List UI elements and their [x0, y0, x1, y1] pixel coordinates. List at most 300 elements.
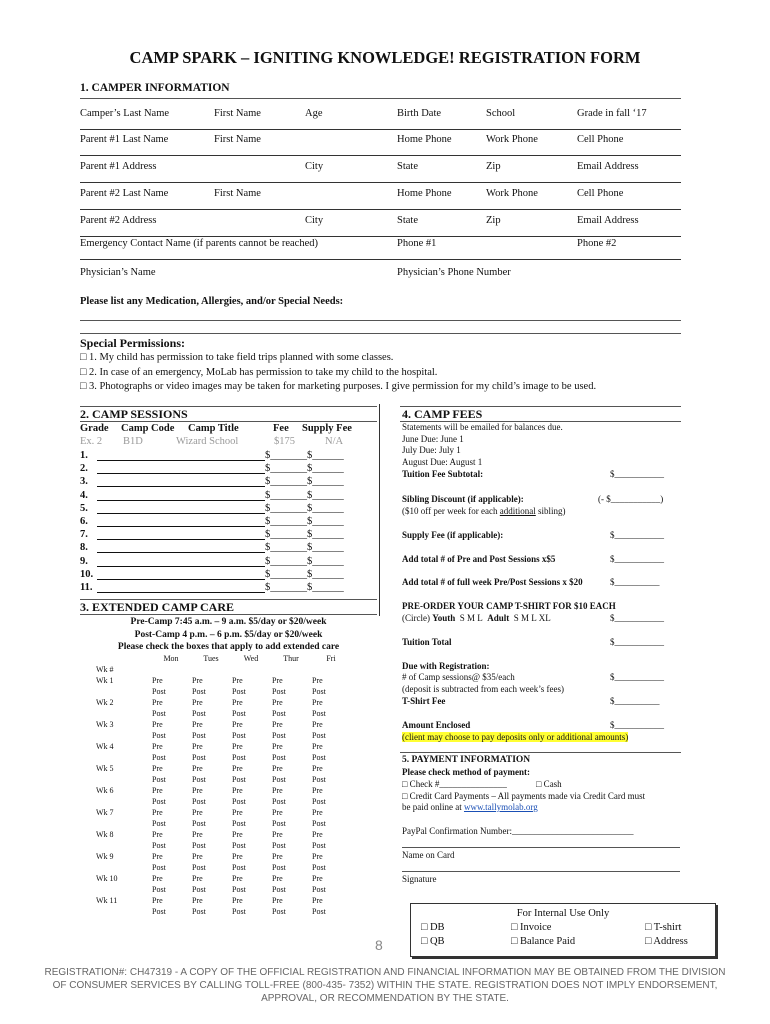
post-checkbox-cell[interactable]: Post [272, 687, 286, 696]
amount-field[interactable]: $___________ [610, 720, 664, 730]
cash-option[interactable]: □ Cash [536, 779, 562, 789]
pre-checkbox-cell[interactable]: Pre [152, 764, 163, 773]
example-supply: N/A [325, 436, 344, 447]
pre-checkbox-cell[interactable]: Pre [152, 698, 163, 707]
post-checkbox-cell[interactable]: Post [272, 863, 286, 872]
pre-checkbox-cell[interactable]: Pre [312, 852, 323, 861]
august-due: August Due: August 1 [402, 456, 483, 467]
post-checkbox-cell[interactable]: Post [232, 907, 246, 916]
field-label: Home Phone [397, 188, 452, 199]
session-blank-line[interactable] [97, 552, 265, 553]
post-checkbox-cell[interactable]: Post [272, 841, 286, 850]
pre-checkbox-cell[interactable]: Pre [152, 830, 163, 839]
pre-checkbox-cell[interactable]: Pre [192, 874, 203, 883]
youth-label: Youth [432, 613, 456, 623]
post-checkbox-cell[interactable]: Post [312, 775, 326, 784]
extended-care-table [90, 653, 350, 917]
session-blank-line[interactable] [97, 473, 265, 474]
adult-label: Adult [487, 613, 510, 623]
post-checkbox-cell[interactable]: Post [152, 863, 166, 872]
pre-checkbox-cell[interactable]: Pre [312, 698, 323, 707]
pre-checkbox-cell[interactable]: Pre [192, 676, 203, 685]
internal-db[interactable]: □ DB [421, 922, 445, 933]
paypal-line[interactable] [402, 847, 680, 848]
session-fee-fields[interactable]: $_______$______ [265, 582, 344, 593]
post-checkbox-cell[interactable]: Post [232, 775, 246, 784]
pre-checkbox-cell[interactable]: Pre [232, 786, 243, 795]
table-row [90, 840, 350, 851]
prepost-field[interactable]: $___________ [610, 554, 664, 564]
emergency-row[interactable] [80, 234, 681, 260]
session-fee-fields[interactable]: $_______$______ [265, 555, 344, 567]
session-row[interactable] [80, 582, 360, 595]
field-label: Home Phone [397, 134, 452, 145]
internal-qb[interactable]: □ QB [421, 936, 445, 947]
camper-info-row[interactable] [80, 184, 681, 210]
pre-checkbox-cell[interactable]: Pre [192, 852, 203, 861]
post-checkbox-cell[interactable]: Post [272, 709, 286, 718]
table-row [90, 664, 350, 675]
example-grade: Ex. 2 [80, 436, 103, 447]
col-code: Camp Code [121, 423, 175, 434]
sibling-label: Sibling Discount (if applicable): [402, 494, 524, 504]
field-label: City [305, 161, 324, 172]
post-checkbox-cell[interactable]: Post [312, 819, 326, 828]
field-label: First Name [214, 188, 261, 199]
tshirt-heading: PRE-ORDER YOUR CAMP T-SHIRT FOR $10 EACH [402, 601, 616, 611]
post-checkbox-cell[interactable]: Post [272, 907, 286, 916]
field-label: Email Address [577, 161, 639, 172]
table-header-row [90, 653, 350, 664]
post-checkbox-cell[interactable]: Post [152, 819, 166, 828]
col-title: Camp Title [188, 423, 239, 434]
session-number: 10. [80, 568, 94, 580]
credit-option[interactable]: □ Credit Card Payments – All payments made via Credit Card must [402, 791, 646, 801]
empty-cell [150, 664, 190, 675]
session-fee-fields[interactable]: $_______$______ [265, 450, 344, 461]
post-checkbox-cell[interactable]: Post [152, 797, 166, 806]
tshirt-fee-field[interactable]: $__________ [610, 696, 660, 706]
session-blank-line[interactable] [97, 513, 265, 514]
session-fee-fields[interactable]: $_______$______ [265, 529, 344, 541]
camper-info-row[interactable] [80, 157, 681, 183]
post-checkbox-cell[interactable]: Post [192, 819, 206, 828]
name-on-card-line[interactable] [402, 871, 680, 872]
post-checkbox-cell[interactable]: Post [152, 731, 166, 740]
field-label: State [397, 161, 418, 172]
pre-checkbox-cell[interactable]: Pre [152, 720, 163, 729]
payment-top-line [400, 752, 681, 753]
session-number: 4. [80, 489, 88, 501]
pre-checkbox-cell[interactable]: Pre [272, 808, 283, 817]
post-checkbox-cell[interactable]: Post [232, 885, 246, 894]
permissions-list [80, 351, 596, 395]
fullweek-label: Add total # of full week Pre/Post Sessions x $20 [402, 577, 583, 587]
internal-title: For Internal Use Only [516, 908, 610, 919]
field-label: Parent #1 Last Name [80, 134, 169, 145]
pre-checkbox-cell[interactable]: Pre [152, 676, 163, 685]
pre-checkbox-cell[interactable]: Pre [312, 896, 323, 905]
session-number: 9. [80, 555, 88, 567]
medication-line-1[interactable] [80, 320, 681, 321]
form-title: CAMP SPARK – IGNITING KNOWLEDGE! REGISTRATION FORM [129, 48, 641, 67]
post-checkbox-cell[interactable]: Post [312, 731, 326, 740]
extended-heading: 3. EXTENDED CAMP CARE [80, 600, 235, 614]
field-label: School [486, 108, 516, 119]
permission-item-3[interactable]: □ 3. Photographs or video images may be taken for marketing purposes. I give permission for my child’s image to be used. [80, 381, 597, 392]
pre-checkbox-cell[interactable]: Pre [272, 786, 283, 795]
week-spacer [90, 884, 150, 895]
pre-checkbox-cell[interactable]: Pre [152, 896, 163, 905]
post-checkbox-cell[interactable]: Post [152, 907, 166, 916]
pre-checkbox-cell[interactable]: Pre [312, 720, 323, 729]
due-label: Due with Registration: [402, 661, 490, 671]
field-label: Work Phone [486, 134, 538, 145]
field-label: Zip [486, 161, 501, 172]
field-label: Age [305, 108, 323, 119]
tuition-subtotal-field[interactable]: $___________ [610, 469, 664, 479]
post-checkbox-cell[interactable]: Post [312, 797, 326, 806]
sessions-heading: 2. CAMP SESSIONS [80, 407, 188, 421]
table-row [90, 873, 350, 884]
week-label: Wk 11 [96, 896, 118, 905]
fees-block [402, 422, 682, 468]
tuition-total-field[interactable]: $___________ [610, 637, 664, 647]
payment-link[interactable]: www.tallymolab.org [463, 802, 538, 812]
post-checkbox-cell[interactable]: Post [272, 885, 286, 894]
table-row [90, 730, 350, 741]
field-label: Zip [486, 215, 501, 226]
session-blank-line[interactable] [97, 486, 265, 487]
session-blank-line[interactable] [97, 500, 265, 501]
internal-address[interactable]: □ Address [645, 936, 688, 947]
fullweek-field[interactable]: $__________ [610, 577, 660, 587]
post-checkbox-cell[interactable]: Post [192, 863, 206, 872]
post-checkbox-cell[interactable]: Post [152, 709, 166, 718]
tshirt-sizes [402, 613, 551, 623]
sibling-note [402, 506, 566, 516]
sibling-note-a: ($10 off per week for each [402, 506, 500, 516]
pre-checkbox-cell[interactable]: Pre [312, 830, 323, 839]
permissions-heading: Special Permissions: [80, 336, 185, 350]
table-row [90, 752, 350, 763]
post-checkbox-cell[interactable]: Post [192, 687, 206, 696]
session-number: 8. [80, 542, 88, 554]
pre-checkbox-cell[interactable]: Pre [152, 786, 163, 795]
post-checkbox-cell[interactable]: Post [232, 863, 246, 872]
session-fee-fields[interactable]: $_______$______ [265, 489, 344, 501]
post-checkbox-cell[interactable]: Post [312, 863, 326, 872]
post-checkbox-cell[interactable]: Post [232, 753, 246, 762]
post-checkbox-cell[interactable]: Post [192, 775, 206, 784]
pre-checkbox-cell[interactable]: Pre [232, 720, 243, 729]
deposit-note: (deposit is subtracted from each week’s fees) [402, 684, 564, 694]
tshirt-fee-label: T-Shirt Fee [402, 696, 446, 706]
session-fee-fields[interactable]: $_______$______ [265, 463, 344, 475]
session-row[interactable] [80, 529, 360, 542]
pre-checkbox-cell[interactable]: Pre [192, 720, 203, 729]
pre-checkbox-cell[interactable]: Pre [152, 742, 163, 751]
tshirt-order-field[interactable]: $___________ [610, 613, 664, 623]
post-checkbox-cell[interactable]: Post [192, 841, 206, 850]
day-header: Mon [163, 654, 179, 663]
pre-checkbox-cell[interactable]: Pre [152, 852, 163, 861]
week-spacer [90, 774, 150, 785]
session-number: 2. [80, 463, 88, 475]
post-checkbox-cell[interactable]: Post [192, 907, 206, 916]
payment-heading: 5. PAYMENT INFORMATION [402, 755, 531, 765]
col-fee: Fee [273, 423, 289, 434]
post-checkbox-cell[interactable]: Post [152, 687, 166, 696]
july-due: July Due: July 1 [402, 445, 461, 455]
session-row[interactable] [80, 556, 360, 569]
table-row [90, 686, 350, 697]
session-row[interactable] [80, 542, 360, 555]
session-row[interactable] [80, 450, 360, 463]
table-row [90, 818, 350, 829]
empty-cell [230, 664, 270, 675]
post-checkbox-cell[interactable]: Post [192, 885, 206, 894]
table-row [90, 675, 350, 686]
post-checkbox-cell[interactable]: Post [312, 885, 326, 894]
internal-tshirt[interactable]: □ T-shirt [645, 922, 682, 933]
pre-checkbox-cell[interactable]: Pre [232, 808, 243, 817]
col-grade: Grade [80, 423, 109, 434]
week-spacer [90, 708, 150, 719]
table-row [90, 719, 350, 730]
week-label: Wk 2 [96, 698, 114, 707]
post-checkbox-cell[interactable]: Post [152, 775, 166, 784]
session-row[interactable] [80, 476, 360, 489]
post-camp-info: Post-Camp 4 p.m. – 6 p.m. $5/day or $20/week [134, 629, 323, 640]
post-checkbox-cell[interactable]: Post [312, 709, 326, 718]
pre-checkbox-cell[interactable]: Pre [272, 676, 283, 685]
pre-checkbox-cell[interactable]: Pre [192, 742, 203, 751]
internal-invoice[interactable]: □ Invoice [511, 922, 552, 933]
sibling-note-c: sibling) [535, 506, 566, 516]
internal-balance[interactable]: □ Balance Paid [511, 936, 576, 947]
tuition-subtotal-label: Tuition Fee Subtotal: [402, 469, 484, 479]
post-checkbox-cell[interactable]: Post [232, 819, 246, 828]
online-note [402, 802, 538, 812]
empty-cell [270, 664, 310, 675]
post-checkbox-cell[interactable]: Post [232, 687, 246, 696]
physician-phone-label: Physician’s Phone Number [397, 267, 511, 278]
session-blank-line[interactable] [97, 579, 265, 580]
amount-label: Amount Enclosed [402, 720, 471, 730]
pre-checkbox-cell[interactable]: Pre [312, 676, 323, 685]
post-checkbox-cell[interactable]: Post [192, 797, 206, 806]
paypal-field[interactable]: PayPal Confirmation Number:___________________________ [402, 826, 634, 836]
pre-checkbox-cell[interactable]: Pre [232, 676, 243, 685]
session-fee-fields[interactable]: $_______$______ [265, 568, 344, 580]
medication-line-2[interactable] [80, 333, 681, 334]
post-checkbox-cell[interactable]: Post [152, 841, 166, 850]
pre-camp-info: Pre-Camp 7:45 a.m. – 9 a.m. $5/day or $20/week [130, 617, 327, 627]
post-checkbox-cell[interactable]: Post [312, 907, 326, 916]
permission-item-2[interactable]: □ 2. In case of an emergency, MoLab has permission to take my child to the hospital. [80, 366, 438, 378]
pre-checkbox-cell[interactable]: Pre [312, 742, 323, 751]
week-label: Wk 1 [96, 676, 114, 685]
pre-checkbox-cell[interactable]: Pre [272, 742, 283, 751]
post-checkbox-cell[interactable]: Post [232, 709, 246, 718]
statements-note: Statements will be emailed for balances due. [402, 422, 563, 432]
table-row [90, 906, 350, 917]
post-checkbox-cell[interactable]: Post [232, 797, 246, 806]
pre-checkbox-cell[interactable]: Pre [192, 786, 203, 795]
session-row[interactable] [80, 503, 360, 516]
permission-item-1[interactable]: □ 1. My child has permission to take field trips planned with some classes. [80, 352, 394, 363]
session-fee-fields[interactable]: $_______$______ [265, 502, 344, 514]
field-label: Cell Phone [577, 188, 624, 199]
sibling-field[interactable]: (- $___________) [598, 494, 664, 504]
day-header: Thur [283, 654, 299, 663]
post-checkbox-cell[interactable]: Post [312, 687, 326, 696]
field-label: First Name [214, 134, 261, 145]
sessions-header-row [80, 423, 380, 437]
pre-checkbox-cell[interactable]: Pre [232, 896, 243, 905]
post-checkbox-cell[interactable]: Post [272, 819, 286, 828]
sessions-example-row [80, 436, 380, 450]
table-row [90, 895, 350, 906]
session-fee-fields[interactable]: $_______$______ [265, 516, 344, 527]
pre-checkbox-cell[interactable]: Pre [192, 830, 203, 839]
field-label: Camper’s Last Name [80, 108, 170, 119]
pre-checkbox-cell[interactable]: Pre [192, 808, 203, 817]
camper-info-row[interactable] [80, 104, 681, 130]
session-blank-line[interactable] [97, 592, 265, 593]
pre-checkbox-cell[interactable]: Pre [272, 830, 283, 839]
pre-checkbox-cell[interactable]: Pre [232, 764, 243, 773]
week-header: Wk # [96, 665, 114, 674]
post-checkbox-cell[interactable]: Post [312, 841, 326, 850]
pre-checkbox-cell[interactable]: Pre [312, 874, 323, 883]
post-checkbox-cell[interactable]: Post [272, 731, 286, 740]
post-checkbox-cell[interactable]: Post [152, 753, 166, 762]
post-checkbox-cell[interactable]: Post [272, 753, 286, 762]
phone1-label: Phone #1 [397, 238, 437, 249]
june-due: June Due: June 1 [402, 433, 464, 444]
camper-info-row[interactable] [80, 130, 681, 156]
post-checkbox-cell[interactable]: Post [192, 731, 206, 740]
pre-checkbox-cell[interactable]: Pre [152, 808, 163, 817]
pre-checkbox-cell[interactable]: Pre [272, 896, 283, 905]
youth-sizes[interactable]: S M L [459, 613, 483, 623]
circle-label: (Circle) [402, 613, 430, 623]
post-checkbox-cell[interactable]: Post [312, 753, 326, 762]
check-option[interactable]: □ Check #_______________ [402, 779, 507, 789]
client-note: (client may choose to pay deposits only or additional amounts) [402, 732, 629, 742]
pre-checkbox-cell[interactable]: Pre [232, 830, 243, 839]
pre-checkbox-cell[interactable]: Pre [192, 764, 203, 773]
physician-row[interactable] [80, 263, 681, 283]
table-row [90, 708, 350, 719]
week-spacer [90, 730, 150, 741]
pre-checkbox-cell[interactable]: Pre [232, 852, 243, 861]
pre-checkbox-cell[interactable]: Pre [272, 764, 283, 773]
pre-checkbox-cell[interactable]: Pre [272, 720, 283, 729]
post-checkbox-cell[interactable]: Post [232, 731, 246, 740]
phone2-label: Phone #2 [577, 238, 617, 249]
session-blank-line[interactable] [97, 539, 265, 540]
field-label: Parent #2 Last Name [80, 188, 169, 199]
week-label: Wk 5 [96, 764, 114, 773]
footer-disclaimer: REGISTRATION#: CH47319 - A COPY OF THE OFFICIAL REGISTRATION AND FINANCIAL INFORMATION MAY BE OBTAINED FROM THE DIVISION OF CONSUMER SERVICES BY CALLING TOLL-FREE (800-435- 7352) WITHIN THE STATE. REGISTRATION DOES NOT IMPLY ENDORSEMENT, APPROVAL, OR RECOMMENDATION BY THE STATE. [44, 967, 726, 1004]
field-label: City [305, 215, 324, 226]
medication-label: Please list any Medication, Allergies, and/or Special Needs: [80, 296, 344, 307]
table-row [90, 884, 350, 895]
session-blank-line[interactable] [97, 526, 265, 527]
week-label: Wk 8 [96, 830, 114, 839]
pre-checkbox-cell[interactable]: Pre [272, 852, 283, 861]
session-row[interactable] [80, 569, 360, 582]
table-row [90, 796, 350, 807]
pre-checkbox-cell[interactable]: Pre [192, 896, 203, 905]
week-spacer [90, 840, 150, 851]
session-fee-fields[interactable]: $_______$______ [265, 476, 344, 488]
sessions-fee-field[interactable]: $___________ [610, 672, 664, 682]
table-row [90, 829, 350, 840]
pre-checkbox-cell[interactable]: Pre [312, 808, 323, 817]
signature-label: Signature [402, 874, 437, 884]
session-fee-fields[interactable]: $_______$______ [265, 542, 344, 554]
pre-checkbox-cell[interactable]: Pre [272, 874, 283, 883]
post-checkbox-cell[interactable]: Post [272, 775, 286, 784]
week-label: Wk 7 [96, 808, 114, 817]
sessions-fee-label: # of Camp sessions@ $35/each [402, 672, 515, 682]
example-title: Wizard School [176, 436, 239, 447]
session-row[interactable] [80, 463, 360, 476]
week-label: Wk 9 [96, 852, 114, 861]
week-label: Wk 3 [96, 720, 114, 729]
session-blank-line[interactable] [97, 460, 265, 461]
week-label: Wk 10 [96, 874, 118, 883]
camper-info-heading: 1. CAMPER INFORMATION [80, 82, 230, 94]
pre-checkbox-cell[interactable]: Pre [152, 874, 163, 883]
pre-checkbox-cell[interactable]: Pre [232, 742, 243, 751]
field-label: First Name [214, 108, 261, 119]
supply-field[interactable]: $___________ [610, 530, 664, 540]
fees-heading: 4. CAMP FEES [402, 407, 483, 421]
pre-checkbox-cell[interactable]: Pre [232, 874, 243, 883]
extended-instruction: Please check the boxes that apply to add extended care [117, 642, 340, 652]
post-checkbox-cell[interactable]: Post [192, 709, 206, 718]
session-number: 3. [80, 476, 88, 488]
pre-checkbox-cell[interactable]: Pre [192, 698, 203, 707]
pre-checkbox-cell[interactable]: Pre [312, 764, 323, 773]
session-row[interactable] [80, 490, 360, 503]
adult-sizes[interactable]: S M L XL [513, 613, 551, 623]
pre-checkbox-cell[interactable]: Pre [312, 786, 323, 795]
pre-checkbox-cell[interactable]: Pre [232, 698, 243, 707]
emergency-label: Emergency Contact Name (if parents cannot be reached) [80, 238, 318, 249]
pre-checkbox-cell[interactable]: Pre [272, 698, 283, 707]
post-checkbox-cell[interactable]: Post [192, 753, 206, 762]
field-label: Birth Date [397, 108, 442, 119]
post-checkbox-cell[interactable]: Post [272, 797, 286, 806]
prepost-label: Add total # of Pre and Post Sessions x$5 [402, 554, 556, 564]
day-header: Fri [326, 654, 336, 663]
post-checkbox-cell[interactable]: Post [232, 841, 246, 850]
post-checkbox-cell[interactable]: Post [152, 885, 166, 894]
session-number: 1. [80, 450, 88, 461]
physician-label: Physician’s Name [80, 267, 156, 278]
sibling-note-b: additional [499, 506, 536, 516]
session-number: 7. [80, 529, 88, 541]
session-row[interactable] [80, 516, 360, 529]
field-label: State [397, 215, 418, 226]
session-blank-line[interactable] [97, 566, 265, 567]
